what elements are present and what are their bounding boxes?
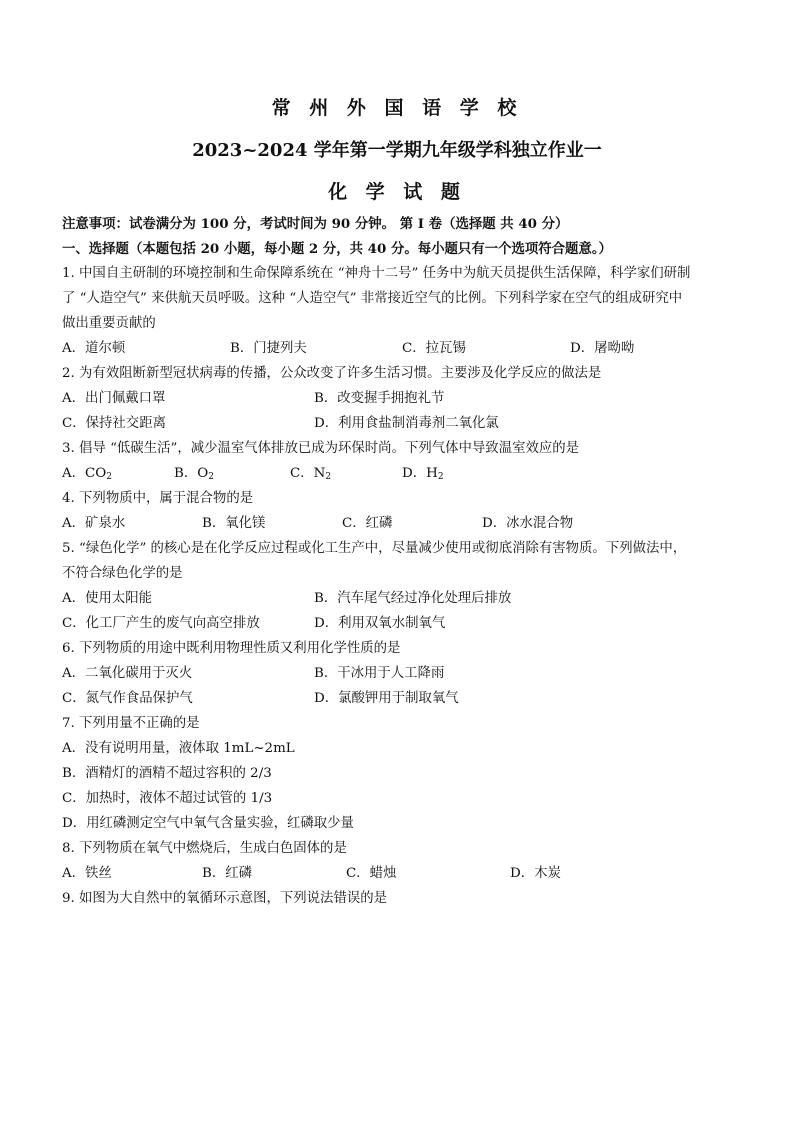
q2-stem: 2. 为有效阻断新型冠状病毒的传播，公众改变了许多生活习惯。主要涉及化学反应的做法是 [62, 366, 602, 381]
q4-stem: 4. 下列物质中，属于混合物的是 [62, 491, 254, 506]
q3-option-b: B．$O_2$ [174, 466, 214, 482]
exam-notice: 注意事项：试卷满分为 100 分，考试时间为 90 分钟。 第 Ⅰ 卷（选择题 共 40 分） [62, 216, 569, 232]
q4-option-c: C．红磷 [342, 516, 393, 531]
q4-option-a: A．矿泉水 [62, 516, 126, 531]
q6-option-c: C．氮气作食品保护气 [62, 691, 193, 706]
section-heading: 一、选择题（本题包括 20 小题，每小题 2 分，共 40 分。每小题只有一个选项符合题意。） [62, 241, 612, 257]
q6-option-b: B．干冰用于人工降雨 [314, 666, 445, 681]
q3-option-c: C．$N_2$ [290, 466, 332, 482]
q3-option-a: A．$CO_2$ [62, 466, 113, 482]
q3-option-d: D．$H_2$ [402, 466, 444, 482]
q1-option-a: A．道尔顿 [62, 341, 126, 356]
q8-stem: 8. 下列物质在氧气中燃烧后，生成白色固体的是 [62, 841, 347, 856]
q8-option-d: D．木炭 [510, 866, 561, 881]
q6-option-a: A．二氧化碳用于灭火 [62, 666, 193, 681]
q1-option-d: D．屠呦呦 [570, 341, 635, 356]
q2-option-c: C．保持社交距离 [62, 416, 166, 431]
exam-title: 2023~2024 学年第一学期九年级学科独立作业一 [192, 140, 602, 161]
q1-stem-line2: 了 “人造空气” 来供航天员呼吸。这种 “人造空气” 非常接近空气的比例。下列科学家在空气的组成研究中 [62, 291, 683, 306]
q7-stem: 7. 下列用量不正确的是 [62, 716, 200, 731]
q4-option-d: D．冰水混合物 [482, 516, 574, 531]
q7-option-b: B．酒精灯的酒精不超过容积的 2/3 [62, 766, 272, 781]
q5-stem-line1: 5. “绿色化学” 的核心是在化学反应过程或化工生产中，尽量减少使用或彻底消除有害物质。下列做法中， [62, 541, 687, 556]
q5-option-b: B．汽车尾气经过净化处理后排放 [314, 591, 512, 606]
q5-stem-line2: 不符合绿色化学的是 [62, 566, 183, 581]
q5-option-d: D．利用双氧水制氧气 [314, 616, 446, 631]
q1-option-b: B．门捷列夫 [230, 341, 307, 356]
q2-option-d: D．利用食盐制消毒剂二氧化氯 [314, 416, 499, 431]
q6-stem: 6. 下列物质的用途中既利用物理性质又利用化学性质的是 [62, 641, 401, 656]
school-title: 常 州 外 国 语 学 校 [271, 97, 523, 119]
q5-option-c: C．化工厂产生的废气向高空排放 [62, 616, 260, 631]
q8-option-b: B．红磷 [202, 866, 253, 881]
q6-option-d: D．氯酸钾用于制取氧气 [314, 691, 459, 706]
q7-option-c: C．加热时，液体不超过试管的 1/3 [62, 791, 273, 806]
q2-option-b: B．改变握手拥抱礼节 [314, 391, 445, 406]
q1-stem-line1: 1. 中国自主研制的环境控制和生命保障系统在 “神舟十二号” 任务中为航天员提供生活保障，科学家们研制 [62, 266, 691, 281]
q4-option-b: B．氧化镁 [202, 516, 266, 531]
q7-option-a: A．没有说明用量，液体取 1mL~2mL [62, 741, 295, 756]
q2-option-a: A．出门佩戴口罩 [62, 391, 166, 406]
q8-option-a: A．铁丝 [62, 866, 112, 881]
q9-stem: 9. 如图为大自然中的氧循环示意图，下列说法错误的是 [62, 891, 388, 906]
q5-option-a: A．使用太阳能 [62, 591, 153, 606]
q3-stem: 3. 倡导 “低碳生活”，减少温室气体排放已成为环保时尚。下列气体中导致温室效应的是 [62, 441, 580, 456]
q1-stem-line3: 做出重要贡献的 [62, 316, 156, 331]
q7-option-d: D．用红磷测定空气中氧气含量实验，红磷取少量 [62, 816, 354, 831]
subject-title: 化 学 试 题 [328, 181, 466, 203]
q8-option-c: C．蜡烛 [346, 866, 397, 881]
q1-option-c: C．拉瓦锡 [402, 341, 466, 356]
